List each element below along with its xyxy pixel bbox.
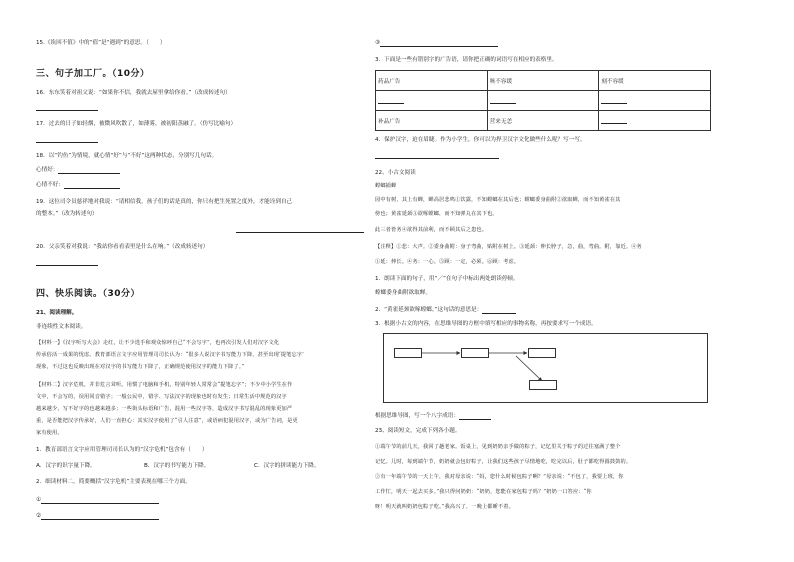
material-1-line-1: 【材料一】《汉字听写大会》走红，让不少选手和观众惊呼自己“不会写字”，也再次引发人们对汉字文化 <box>36 340 280 346</box>
circled-3: ③ <box>375 40 381 46</box>
ad-correction-table <box>375 70 711 131</box>
answer-line-21-2-2[interactable] <box>36 513 159 520</box>
mind-map <box>383 333 708 403</box>
table-row <box>376 111 711 131</box>
poem-line-3: 此三者皆务④欲得其前利，而不顾其后之患也。 <box>375 227 488 233</box>
material-1-line-2: 传承俗活一成果的忧虑。教育部语言文字应用管理司司长认为：“很多人说汉字书写能力下降，甚至出现‘提笔忘字’ <box>36 352 304 358</box>
mind-map-box-4[interactable] <box>529 380 557 390</box>
material-2-line-4: 重，是否能把汉字传承好，人们一直担心：其实汉字使用了“引人注意”，或语病犯混用汉字，或为广告词，是更 <box>36 418 298 424</box>
passage-23-line-5: 呀！明天就叫奶奶包粽子吃。”我高兴了，一晚上都睡不着。 <box>375 504 514 510</box>
question-20: 20．父亲笑着对我说：“我站你看看表里是什么在响。”（改成转述句） <box>36 244 209 250</box>
option-a[interactable]: A．汉字的识字量下降。 <box>36 463 96 469</box>
section-3-title: 三、句子加工厂。（10分） <box>36 69 150 79</box>
section-4-title: 四、快乐阅读。（30分） <box>36 289 141 299</box>
option-c[interactable]: C．汉字的拼读能力下降。 <box>254 463 320 469</box>
question-21-intro: 非连续性文本阅读。 <box>36 324 87 330</box>
material-2-line-2: 文中，不会写的，误用同音错字；一般公民中，错字、写法汉字的现象也时有发生；日常生活中规范的汉字 <box>36 394 287 400</box>
question-22-3: 3．根据小古文的内容，在思维导图的方框中填写相应的事物名称，再按要求写一个成语。 <box>375 321 597 327</box>
table-cell: 药品广告 <box>376 71 488 91</box>
answer-line-20[interactable] <box>36 259 98 266</box>
table-answer-cell[interactable] <box>599 111 711 131</box>
table-cell: 补品广告 <box>376 111 488 131</box>
left-column <box>36 0 366 562</box>
table-row <box>376 91 711 111</box>
question-21-4: 4．保护汉字，迫在眉睫。作为小学生，你可以为捍卫汉字文化做些什么呢？写一写。 <box>375 137 586 143</box>
notes-line-1: 【注释】①悲：大声。②委身曲附：身子弯曲，贴附在树上。③延颈：伸长脖子，急，曲，弯曲。附，靠近。④务 <box>375 244 642 250</box>
question-18-good[interactable] <box>36 167 120 174</box>
question-21-3: 3．下面是一些有错别字的广告语，请你把正确的词语写在相应的表格里。 <box>375 57 558 63</box>
question-18-bad[interactable] <box>36 182 120 189</box>
material-2-line-1: 【材料二】汉字危机，并非危言耸听。用惯了电脑和手机，特别年轻人常常会“提笔忘字”；不少中小学生在作 <box>36 382 293 388</box>
answer-line-21-4[interactable] <box>375 152 499 159</box>
poem-line-2: 傍也；黄雀延颈③欲啄螳螂，而不知弹丸在其下也。 <box>375 211 498 217</box>
passage-23-line-3: ②有一年端午节的一天上午，我对母亲说：“妈，您什么时候包粽子啊？”母亲说：“不包了，我要上班，你 <box>375 474 624 480</box>
question-15: 15.《诶回不值》中的“值”是“遇到”的意思。（ ） <box>36 40 166 46</box>
mind-map-arrows <box>384 334 709 404</box>
question-21: 21、阅读理解。 <box>36 310 78 316</box>
option-b[interactable]: B．汉字的书写能力下降。 <box>144 463 210 469</box>
table-cell: 刻不容缓 <box>599 71 711 91</box>
material-2-line-5: 家有使用。 <box>36 430 63 436</box>
table-cell: 营来无恙 <box>487 111 599 131</box>
question-17: 17．过去的日子如轻烟，被微风吹散了，如薄雾，被初阳蒸融了。（仿写比喻句） <box>36 121 237 127</box>
question-16: 16．东东笑着对祖父说：“如果你不信，我就去屋里拿给你看。”（改成转述句） <box>36 90 231 96</box>
answer-line-21-2-3[interactable] <box>375 40 498 47</box>
question-23: 23、阅读短文，完成下列各小题。 <box>375 428 461 434</box>
mind-map-box-1[interactable] <box>394 348 422 358</box>
question-21-2: 2．细读材料二，简要概括“汉字危机”主要表现在哪三个方面。 <box>36 479 191 485</box>
answer-line-21-2-1[interactable] <box>36 497 159 504</box>
idiom-prompt: 根据思维导图，写一个八字成语： <box>375 413 459 419</box>
circled-1: ① <box>36 497 42 503</box>
label-good: 心情好： <box>36 167 59 173</box>
question-22: 22、小古文阅读 <box>375 170 416 176</box>
material-2-line-3: 越来越少，写不好字的也越来越多；一些街头标语和广告，混用一些汉字等，造成汉字书写混乱的现象更加严 <box>36 406 293 412</box>
label-bad: 心情不好： <box>36 182 64 188</box>
mind-map-box-3[interactable] <box>528 348 556 358</box>
question-22-1: 1．朗读下面的句子，用“／”在句子中标出两处朗读停顿。 <box>375 276 519 282</box>
table-answer-cell[interactable] <box>376 91 488 111</box>
mind-map-box-2[interactable] <box>461 348 489 358</box>
table-answer-cell[interactable] <box>487 91 599 111</box>
question-19-line-2: 的整本。”（改为转述句） <box>36 211 98 217</box>
passage-23-line-2: 记忆。儿时，每到端午节，奶奶就会包好粽子，让我们这些孩子尽情地吃，吃完以后，肚子都吃得圆鼓鼓的。 <box>375 459 632 465</box>
table-row <box>376 71 711 91</box>
question-18: 18．以“钓鱼”为情境，就心情“好”与“不好”这两种状态，分别写几句话。 <box>36 153 218 159</box>
poem-title: 螳螂捕蝉 <box>375 183 397 189</box>
question-22-2[interactable] <box>375 307 516 314</box>
question-21-1: 1．教育部语言文字应用管理司司长认为的“汉字危机”包含有（ ） <box>36 447 208 453</box>
material-1-line-3: 现象，不过这也反映出现在对汉字的书写能力下降了，正确规范使用汉字的能力下降了。” <box>36 364 245 370</box>
answer-line-19[interactable] <box>236 226 364 233</box>
question-22-1-sentence[interactable]: 螳螂委身曲附欲取蝉。 <box>375 290 431 296</box>
answer-line-16[interactable] <box>36 104 98 111</box>
question-19-line-1: 19．这位司令员慈祥地对我说：“请相信我，孩子们的话是真的，你只有把生死置之度外，才能诠到自己 <box>36 199 293 205</box>
circled-2: ② <box>36 513 42 519</box>
question-22-3-idiom[interactable] <box>375 413 491 420</box>
arrow-3 <box>516 356 542 381</box>
table-answer-cell[interactable] <box>599 91 711 111</box>
notes-line-2: ①延：伸长。④务：一心。⑤顾：一定，必须。⑥顾：考虑。 <box>375 259 520 265</box>
answer-line-17[interactable] <box>36 136 98 143</box>
question-22-2-text: 2．“黄雀延颈欲啄螳螂。”这句话的意思是： <box>375 307 483 313</box>
passage-23-line-1: ①端午节的前几天，我回了趟老家。饭桌上，见到奶奶亲手做的粽子，记忆里关于粽子的过往塞满了整个 <box>375 444 621 450</box>
poem-line-1: 园中有树，其上有蝉，蝉高居悲鸣①饮露，不知螳螂在其后也；螳螂委身曲附②欲取蝉，而不知黄雀在其 <box>375 197 621 203</box>
passage-23-line-4: 工作忙，明天一起去买多。”我只得问奶奶：“奶奶，您能在家包粽子吗？”奶奶一口答应：“你 <box>375 489 592 495</box>
table-cell: 咳不容缓 <box>487 71 599 91</box>
right-column <box>375 0 720 562</box>
